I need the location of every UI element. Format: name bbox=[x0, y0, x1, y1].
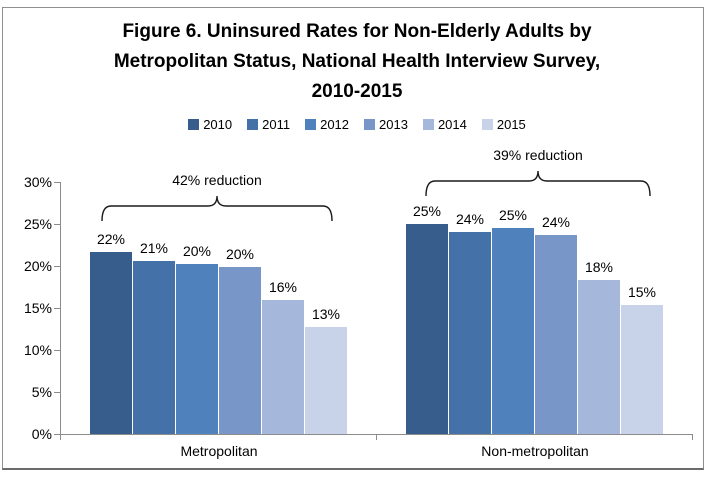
annotation-non-metropolitan: 39% reduction bbox=[493, 147, 583, 163]
chart-title-line-2: Metropolitan Status, National Health Interview Survey, bbox=[113, 51, 601, 72]
legend-item-2014 bbox=[423, 117, 467, 132]
bar-metropolitan-2012 bbox=[176, 264, 218, 434]
chart-legend bbox=[0, 114, 714, 134]
chart-title-line-1: Figure 6. Uninsured Rates for Non-Elderly Adults by bbox=[122, 21, 592, 42]
legend-swatch-2012 bbox=[305, 119, 316, 130]
legend-label-2015: 2015 bbox=[496, 116, 526, 132]
y-tick-label: 25% bbox=[23, 216, 52, 232]
legend-label-2012: 2012 bbox=[320, 116, 350, 132]
bar-label-metropolitan-2015: 13% bbox=[311, 306, 341, 322]
y-tick-label: 0% bbox=[31, 426, 52, 442]
legend-swatch-2011 bbox=[247, 119, 258, 130]
x-axis-tick bbox=[60, 434, 61, 440]
legend-label-2014: 2014 bbox=[437, 116, 467, 132]
bar-metropolitan-2010 bbox=[90, 252, 132, 434]
bar-non-metropolitan-2013 bbox=[535, 235, 577, 434]
y-tick-label: 30% bbox=[23, 174, 52, 190]
bar-non-metropolitan-2014 bbox=[578, 280, 620, 434]
y-tick bbox=[54, 308, 60, 309]
bar-label-metropolitan-2011: 21% bbox=[139, 240, 169, 256]
y-tick bbox=[54, 392, 60, 393]
bar-label-metropolitan-2013: 20% bbox=[225, 246, 255, 262]
y-tick bbox=[54, 350, 60, 351]
bar-metropolitan-2014 bbox=[262, 300, 304, 434]
bar-metropolitan-2015 bbox=[305, 327, 347, 434]
category-label-metropolitan: Metropolitan bbox=[180, 443, 258, 459]
bar-label-non-metropolitan-2015: 15% bbox=[627, 284, 657, 300]
bar-label-non-metropolitan-2011: 24% bbox=[455, 211, 485, 227]
legend-item-2015 bbox=[482, 117, 526, 132]
bar-metropolitan-2013 bbox=[219, 267, 261, 434]
legend-swatch-2014 bbox=[423, 119, 434, 130]
legend-swatch-2015 bbox=[482, 119, 493, 130]
y-tick-label: 15% bbox=[23, 300, 52, 316]
y-tick bbox=[54, 266, 60, 267]
legend-label-2010: 2010 bbox=[203, 116, 233, 132]
y-tick-label: 10% bbox=[23, 342, 52, 358]
legend-label-2013: 2013 bbox=[379, 116, 408, 132]
x-axis-tick bbox=[376, 434, 377, 440]
category-label-non-metropolitan: Non-metropolitan bbox=[481, 443, 589, 459]
chart-title-line-3: 2010-2015 bbox=[311, 81, 403, 102]
legend-label-2011: 2011 bbox=[262, 116, 291, 132]
x-axis-tick bbox=[692, 434, 693, 440]
legend-swatch-2013 bbox=[364, 119, 375, 130]
bar-non-metropolitan-2010 bbox=[406, 224, 448, 434]
bar-non-metropolitan-2011 bbox=[449, 232, 491, 434]
legend-swatch-2010 bbox=[188, 119, 199, 130]
annotation-metropolitan: 42% reduction bbox=[172, 172, 262, 188]
y-tick-label: 20% bbox=[23, 258, 52, 274]
bar-label-metropolitan-2012: 20% bbox=[182, 243, 212, 259]
bar-metropolitan-2011 bbox=[133, 261, 175, 434]
y-axis-line bbox=[60, 182, 61, 440]
bar-label-non-metropolitan-2014: 18% bbox=[584, 259, 614, 275]
chart-title bbox=[0, 17, 714, 107]
y-tick bbox=[54, 182, 60, 183]
bar-non-metropolitan-2012 bbox=[492, 228, 534, 434]
bar-label-non-metropolitan-2010: 25% bbox=[412, 203, 442, 219]
bar-label-non-metropolitan-2013: 24% bbox=[541, 214, 571, 230]
bar-non-metropolitan-2015 bbox=[621, 305, 663, 434]
bar-label-non-metropolitan-2012: 25% bbox=[498, 207, 528, 223]
legend-item-2013 bbox=[364, 117, 408, 132]
y-tick bbox=[54, 224, 60, 225]
bar-label-metropolitan-2014: 16% bbox=[268, 279, 298, 295]
y-tick-label: 5% bbox=[31, 384, 52, 400]
bar-label-metropolitan-2010: 22% bbox=[96, 231, 126, 247]
legend-item-2010 bbox=[188, 117, 232, 132]
legend-item-2012 bbox=[305, 117, 349, 132]
legend-item-2011 bbox=[247, 117, 290, 132]
